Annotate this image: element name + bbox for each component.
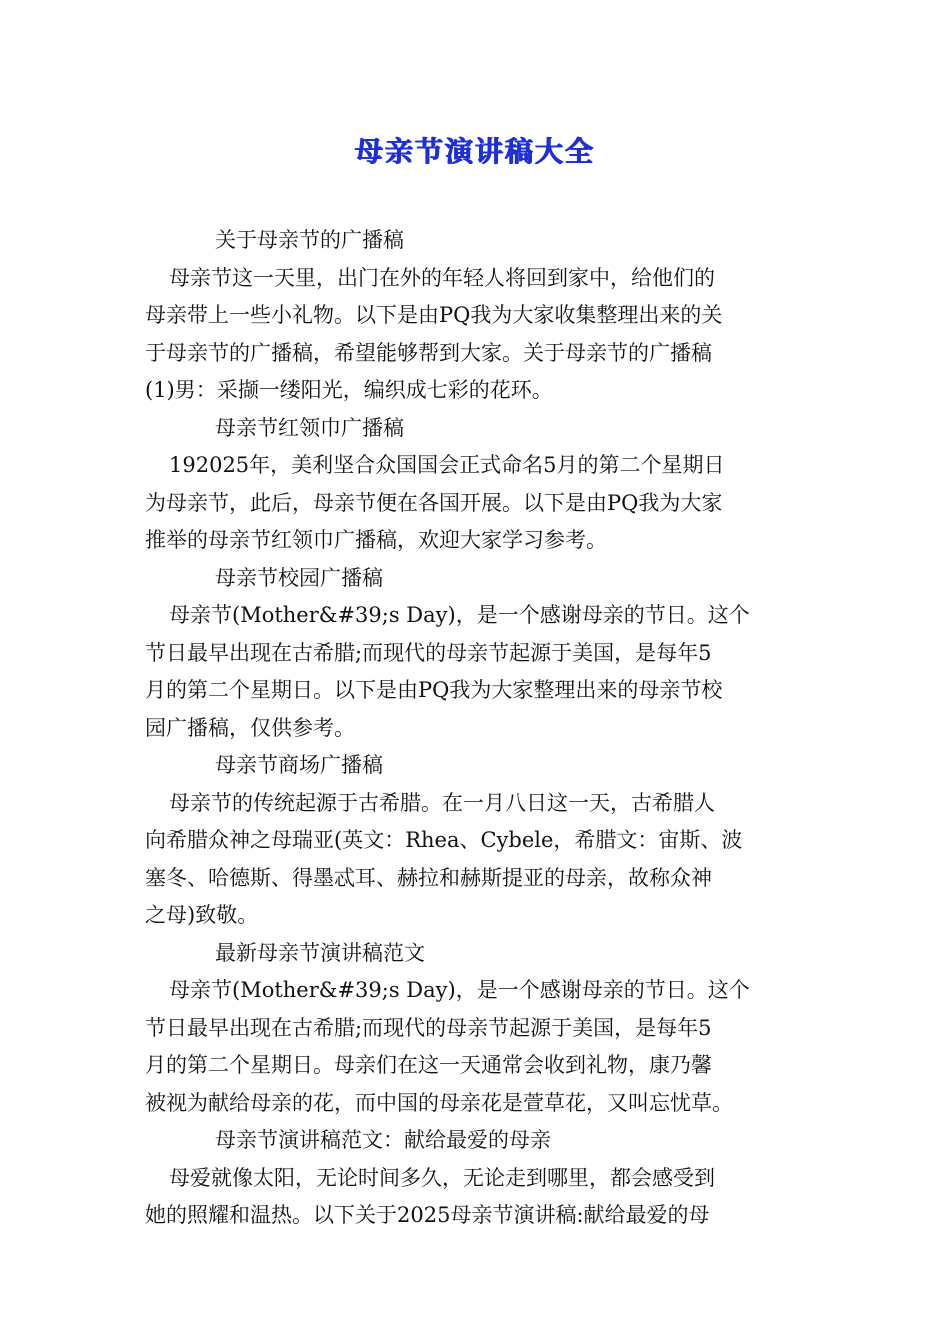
paragraph-line: 母亲带上一些小礼物。以下是由PQ我为大家收集整理出来的关 bbox=[145, 303, 723, 327]
section-heading: 母亲节演讲稿范文：献给最爱的母亲 bbox=[215, 1128, 551, 1152]
paragraph-line: 母亲节的传统起源于古希腊。在一月八日这一天，古希腊人 bbox=[169, 790, 715, 815]
section-paragraph bbox=[145, 972, 810, 1122]
section-heading: 母亲节红领巾广播稿 bbox=[215, 415, 404, 440]
section-paragraph bbox=[145, 447, 810, 560]
paragraph-line: 月的第二个星期日。母亲们在这一天通常会收到礼物，康乃馨 bbox=[145, 1053, 712, 1077]
paragraph-line: 推举的母亲节红领巾广播稿，欢迎大家学习参考。 bbox=[145, 528, 607, 552]
paragraph-line: 为母亲节，此后，母亲节便在各国开展。以下是由PQ我为大家 bbox=[145, 490, 723, 515]
section-paragraph bbox=[145, 785, 810, 935]
section-heading: 关于母亲节的广播稿 bbox=[215, 228, 404, 252]
document-title: 母亲节演讲稿大全 bbox=[354, 135, 595, 168]
section-paragraph bbox=[145, 260, 810, 410]
section-heading: 母亲节商场广播稿 bbox=[215, 753, 383, 777]
paragraph-line: 月的第二个星期日。以下是由PQ我为大家整理出来的母亲节校 bbox=[145, 678, 723, 702]
paragraph-line: 母亲节(Mother&#39;s Day)，是一个感谢母亲的节日。这个 bbox=[169, 603, 750, 627]
paragraph-line: 母亲节(Mother&#39;s Day)，是一个感谢母亲的节日。这个 bbox=[169, 978, 750, 1002]
paragraph-line: 园广播稿，仅供参考。 bbox=[145, 715, 355, 740]
paragraph-line: 节日最早出现在古希腊;而现代的母亲节起源于美国，是每年5 bbox=[145, 1015, 712, 1040]
paragraph-line: 节日最早出现在古希腊;而现代的母亲节起源于美国，是每年5 bbox=[145, 640, 712, 665]
section-xiaoyuan bbox=[145, 560, 810, 748]
section-paragraph bbox=[145, 597, 810, 747]
section-zuixin bbox=[145, 935, 810, 1123]
paragraph-line: 向希腊众神之母瑞亚(英文：Rhea、Cybele，希腊文：宙斯、波 bbox=[145, 828, 743, 852]
paragraph-line: 塞冬、哈德斯、得墨忒耳、赫拉和赫斯提亚的母亲，故称众神 bbox=[145, 865, 712, 890]
paragraph-line: 于母亲节的广播稿，希望能够帮到大家。关于母亲节的广播稿 bbox=[145, 340, 712, 365]
section-guangbo bbox=[145, 222, 810, 410]
paragraph-line: 被视为献给母亲的花，而中国的母亲花是萱草花，又叫忘忧草。 bbox=[145, 1090, 733, 1115]
paragraph-line: 她的照耀和温热。以下关于2025母亲节演讲稿:献给最爱的母 bbox=[145, 1203, 710, 1227]
paragraph-line: (1)男：采撷一缕阳光，编织成七彩的花环。 bbox=[145, 378, 553, 402]
document-body bbox=[145, 222, 810, 1235]
section-paragraph bbox=[145, 1160, 810, 1235]
section-fanwen bbox=[145, 1122, 810, 1235]
section-shangchang bbox=[145, 747, 810, 935]
section-honglingjin bbox=[145, 410, 810, 560]
paragraph-line: 母亲节这一天里，出门在外的年轻人将回到家中，给他们的 bbox=[169, 265, 715, 290]
section-heading: 最新母亲节演讲稿范文 bbox=[215, 940, 425, 965]
paragraph-line: 之母)致敬。 bbox=[145, 903, 259, 927]
paragraph-line: 192025年，美利坚合众国国会正式命名5月的第二个星期日 bbox=[169, 453, 725, 477]
paragraph-line: 母爱就像太阳，无论时间多久，无论走到哪里，都会感受到 bbox=[169, 1165, 715, 1190]
section-heading: 母亲节校园广播稿 bbox=[215, 565, 383, 590]
